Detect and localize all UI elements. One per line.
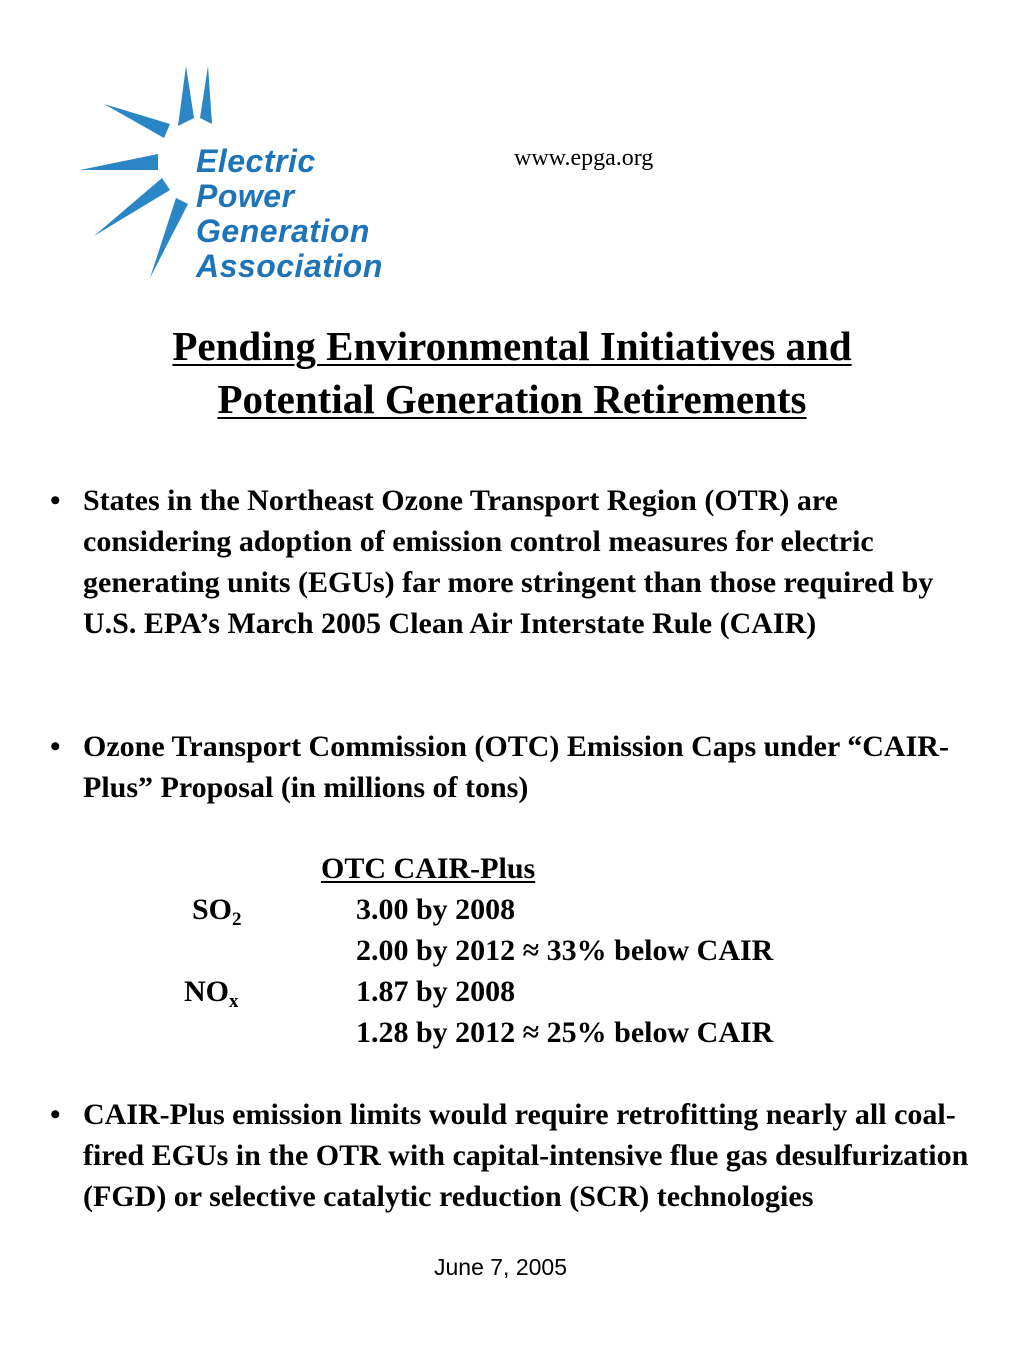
website-link[interactable]: www.epga.org xyxy=(514,145,654,171)
pollutant-so2 xyxy=(192,889,242,930)
cap-value: 3.00 by 2008 xyxy=(356,893,516,926)
bullet-text: CAIR-Plus emission limits would require retrofitting nearly all coal-fired EGUs in the OTR with capital-intensive flue gas desulfurization (FGD) or selective catalytic reduction (SCR) technologies xyxy=(83,1098,969,1213)
page-title xyxy=(60,320,964,426)
bullet-text: States in the Northeast Ozone Transport Region (OTR) are considering adoption of emission control measures for electric generating units (EGUs) far more stringent than those required by U.S. EPA’s March 2005 Clean Air Interstate Rule (CAIR) xyxy=(83,484,934,640)
title-line-2: Potential Generation Retirements xyxy=(217,376,807,422)
logo-line-generation: Generation xyxy=(196,213,370,249)
logo-wordmark xyxy=(196,144,383,284)
pollutant-subscript: 2 xyxy=(232,909,242,930)
document-date: June 7, 2005 xyxy=(434,1254,568,1280)
bullet-symbol: • xyxy=(50,730,61,763)
logo-line-association: Association xyxy=(196,248,383,284)
bullet-symbol: • xyxy=(50,1098,61,1131)
bullet-otc-caps xyxy=(50,726,985,808)
cap-value: 2.00 by 2012 ≈ 33% below CAIR xyxy=(356,934,774,967)
logo-line-electric: Electric xyxy=(196,143,316,179)
logo-line-power: Power xyxy=(196,178,295,214)
pollutant-name: SO xyxy=(192,893,233,926)
pollutant-nox xyxy=(184,971,239,1012)
caps-table-header: OTC CAIR-Plus xyxy=(321,852,536,885)
pollutant-subscript: x xyxy=(229,991,239,1012)
bullet-symbol: • xyxy=(50,484,61,517)
title-line-1: Pending Environmental Initiatives and xyxy=(172,323,852,369)
cap-value: 1.87 by 2008 xyxy=(356,975,516,1008)
pollutant-name: NO xyxy=(184,975,229,1008)
epga-logo xyxy=(78,66,438,284)
bullet-otr-measures xyxy=(50,480,985,644)
cap-value: 1.28 by 2012 ≈ 25% below CAIR xyxy=(356,1016,774,1049)
bullet-cair-plus-limits xyxy=(50,1094,985,1217)
bullet-text: Ozone Transport Commission (OTC) Emission Caps under “CAIR-Plus” Proposal (in millions of tons) xyxy=(83,730,949,804)
